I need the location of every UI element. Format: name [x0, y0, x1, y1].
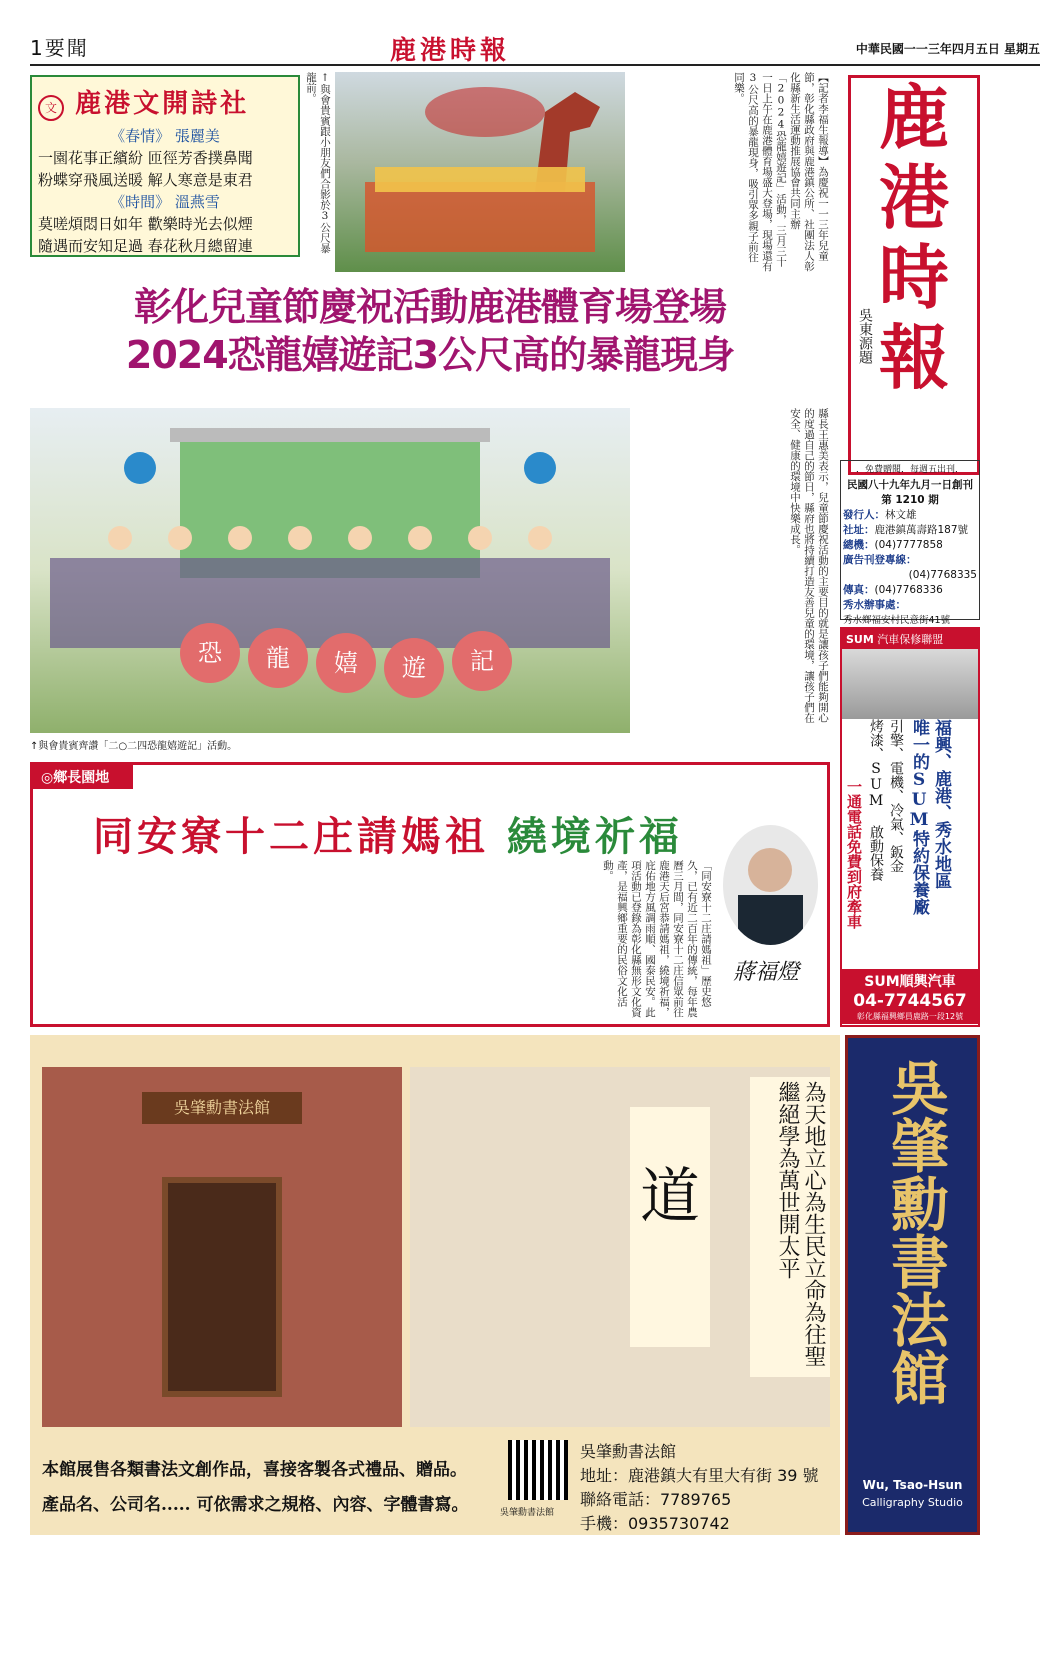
contact-phone: 聯絡電話：7789765: [580, 1490, 732, 1509]
studio-desc: 本館展售各類書法文創作品，喜接客製各式禮品、贈品。: [42, 1460, 467, 1480]
issue-label: 第: [881, 494, 892, 506]
poem1-title: 《春情》: [110, 126, 171, 145]
sum-company: SUM順興汽車: [864, 974, 956, 990]
poem1-author: 張麗美: [174, 126, 220, 145]
sum-address: 彰化縣福興鄉員鹿路一段12號: [856, 1012, 964, 1021]
sum-exclusive: 唯一的SUM特約保養廠: [909, 719, 929, 915]
balloon: 遊: [384, 638, 444, 698]
sum-brand-sub: 汽車保修聯盟: [877, 633, 944, 646]
mayor-portrait: [723, 825, 818, 945]
main-headline: [30, 283, 830, 379]
studio-interior-photo: [410, 1067, 830, 1427]
issue-number: 1210: [895, 494, 925, 506]
ads-tel: (04)7768335: [908, 569, 977, 581]
fax-number: (04)7768336: [874, 584, 943, 596]
sum-area: 福興、鹿港、秀水地區: [931, 719, 951, 889]
studio-sign: 吳肇勳書法館: [142, 1092, 302, 1124]
lead-article-body-continued: 縣長王惠美表示，兒童節慶祝活動的主要目的就是讓孩子們能夠開心的度過自己的節日，縣府也將持續打造友善兒童的環境，讓孩子們在安全、健康的環境中快樂成長。: [789, 408, 829, 723]
banner-en: Calligraphy Studio: [862, 1496, 963, 1509]
tel-number: (04)7777858: [874, 539, 943, 551]
contact-name: 吳肇勳書法館: [580, 1442, 677, 1461]
calligraphy-banner: [845, 1035, 980, 1535]
lead-photo: [335, 72, 625, 272]
publisher-label: 發行人：: [843, 509, 885, 521]
xiushui-label: 秀水辦事處：: [843, 599, 906, 611]
balloon: 恐: [180, 623, 240, 683]
poem2-title: 《時間》: [110, 192, 171, 211]
contact-address: 地址：鹿港鎮大有里大有街 39 號: [580, 1466, 819, 1485]
masthead-char: 時: [879, 236, 949, 319]
township-section: [30, 762, 830, 1027]
lead-article-body: 【記者李福生報導】為慶祝一一三年兒童節，彰化縣政府與鹿港鎮公所、社團法人彰化縣新生活運動推展協會共同主辦「2024恐龍嬉遊記」活動，三月三十一日上午在鹿港體育場盛大登場，現場還有3公尺高的暴龍現身，吸引眾多親子前往同樂。: [733, 72, 829, 272]
dinosaur-kids-photo-icon: [335, 72, 625, 272]
sum-brand: SUM: [846, 633, 874, 646]
fax-label: 傳真：: [843, 584, 875, 596]
slogan: ．免費贈閱．每週五出刊．: [855, 465, 964, 475]
ceremony-photo: [30, 408, 630, 733]
section-tag: ◎鄉長園地: [33, 765, 133, 789]
qr-code-icon[interactable]: [508, 1440, 568, 1500]
balloon-row: [180, 613, 520, 703]
issue-unit: 期: [928, 494, 939, 506]
tel-label: 總機：: [843, 539, 875, 551]
top-bar: [30, 30, 1040, 66]
address: 鹿港鎮萬壽路187號: [874, 524, 969, 536]
balloon: 嬉: [316, 633, 376, 693]
banner-en: Wu, Tsao-Hsun: [862, 1478, 963, 1492]
scroll-couplet: 為天地立心為生民立命為往聖繼絕學為萬世開太平: [750, 1077, 830, 1377]
masthead-calligrapher: 吳東源題: [857, 308, 873, 364]
masthead: [848, 75, 980, 475]
contact-mobile: 手機：0935730742: [580, 1514, 730, 1533]
publisher-name: 林文雄: [885, 509, 917, 521]
section-headline: [93, 805, 683, 862]
poetry-society-title: 鹿港文開詩社: [75, 89, 250, 119]
poem1-line: 一園花事正繽紛 匝徑芳香撲鼻聞: [38, 148, 253, 167]
poem2-line: 莫嗟煩悶日如年 歡樂時光去似煙: [38, 214, 253, 233]
headline-line-2: 2024恐龍嬉遊記3公尺高的暴龍現身: [125, 333, 735, 377]
xiushui-address: 秀水鄉福安村民意街41號: [843, 615, 951, 626]
contact-block: [580, 1440, 819, 1536]
page-number: 1要聞: [30, 36, 89, 60]
ceremony-photo-caption: ↑與會貴賓齊讚「二○二四恐龍嬉遊記」活動。: [30, 741, 238, 752]
header-logo: 鹿港時報: [390, 36, 511, 66]
lead-photo-caption: ↑與會貴賓跟小朋友們合影於3公尺暴龍前。: [305, 72, 331, 254]
scroll-dao: 道: [630, 1107, 710, 1347]
poem2-author: 溫燕雪: [174, 192, 220, 211]
publication-info: [840, 460, 980, 626]
address-label: 社址：: [843, 524, 875, 536]
date-line: 中華民國一一三年四月五日 星期五: [855, 42, 1040, 56]
sum-free-pickup: 一通電話免費到府牽車: [845, 779, 863, 929]
mayor-signature: 蔣福燈: [733, 960, 800, 985]
masthead-char: 報: [879, 316, 949, 399]
poem2-line: 隨遇而安知足過 春花秋月總留連: [38, 236, 253, 255]
headline-line-1: 彰化兒童節慶祝活動鹿港體育場登場: [133, 285, 726, 329]
sum-services: 烤漆、SUM 啟動保養: [868, 719, 884, 881]
banner-title: 吳肇勳書法館: [881, 1058, 949, 1406]
headline-green: 繞境祈福: [506, 813, 683, 860]
ads-label: 廣告刊登專線：: [843, 554, 917, 566]
calligraphy-ad: [30, 1035, 840, 1535]
founded-date: 民國八十九年九月一日創刊: [847, 479, 973, 491]
balloon: 記: [452, 631, 512, 691]
headline-red: 同安寮十二庄請媽祖: [93, 813, 489, 860]
garage-photo: [842, 649, 978, 719]
section-body: 「同安寮十二庄請媽祖」歷史悠久，已有近二百年的傳統，每年農曆三月間，同安寮十二庄信眾前往鹿港天后宮恭請媽祖，繞境祈福，庇佑地方風調雨順、國泰民安。此項活動已登錄為彰化縣無形文化資產，是福興鄉重要的民俗文化活動。: [602, 860, 712, 1018]
studio-entrance-photo: [42, 1067, 402, 1427]
sum-services: 引擎、電機、冷氣、鈑金: [888, 719, 904, 873]
sum-phone: 04-7744567: [853, 991, 967, 1011]
masthead-char: 鹿: [879, 76, 949, 159]
poem1-line: 粉蝶穿飛風送暖 解人寒意是東君: [38, 170, 253, 189]
qr-label: 吳肇勳書法館: [500, 1508, 555, 1518]
sum-car-ad: [840, 627, 980, 1027]
masthead-char: 港: [879, 156, 949, 239]
balloon: 龍: [248, 628, 308, 688]
door-icon: [162, 1177, 282, 1397]
portrait-icon: [723, 825, 818, 945]
poetry-box: [30, 75, 300, 257]
studio-desc: 產品名、公司名..... 可依需求之規格、內容、字體書寫。: [42, 1495, 469, 1515]
poetry-society-logo-icon: 文: [38, 95, 64, 121]
